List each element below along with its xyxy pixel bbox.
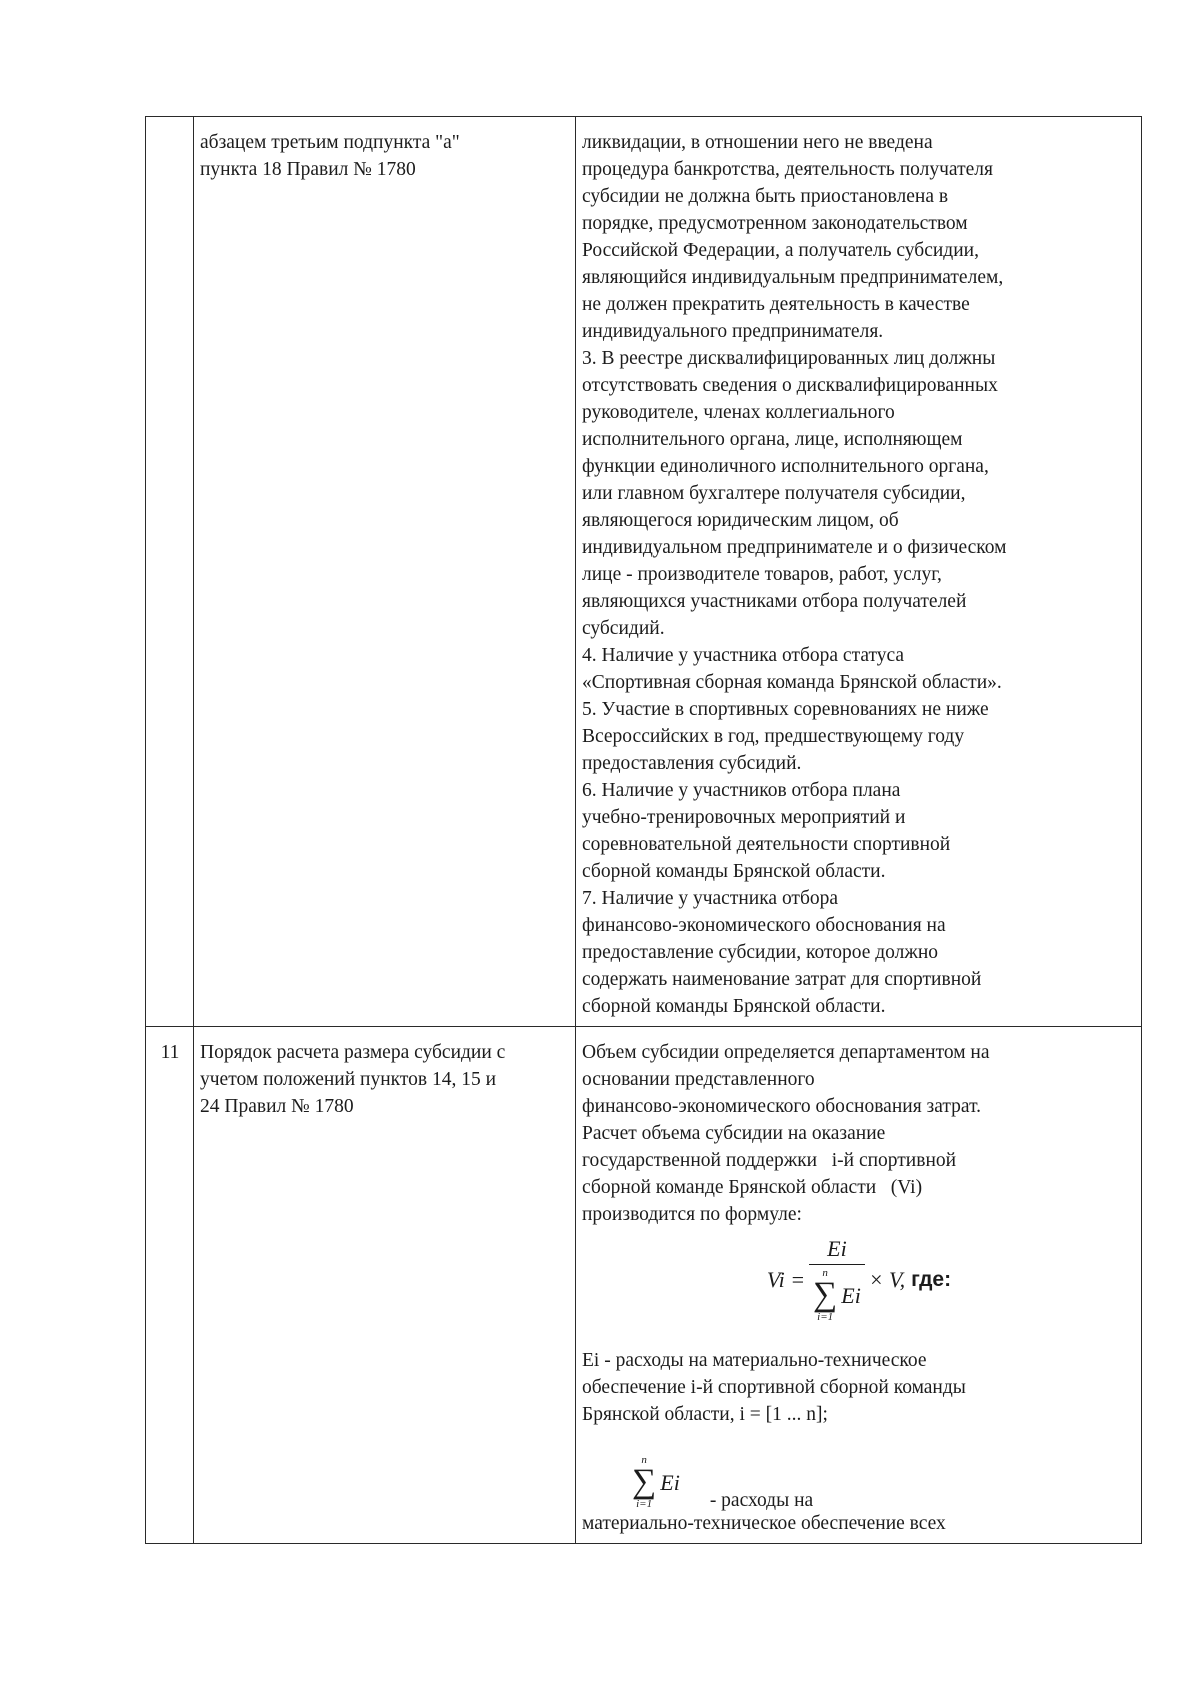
requirement-line: 7. Наличие у участника отбора — [582, 888, 839, 909]
requirement-line: порядке, предусмотренном законодательством — [582, 213, 968, 234]
subsidy-formula — [582, 1236, 1136, 1323]
requirement-line: 3. В реестре дисквалифицированных лиц должны — [582, 348, 996, 369]
ei-definition-line: Ei - расходы на материально-техническое — [582, 1350, 927, 1371]
criterion-cell — [194, 1027, 576, 1544]
sum-definition — [632, 1454, 1136, 1510]
requirement-line: финансово-экономического обоснования на — [582, 915, 946, 936]
intro-line: Расчет объема субсидии на оказание — [582, 1123, 886, 1144]
intro-line: государственной поддержки i-й спортивной — [582, 1150, 957, 1171]
intro-line: основании представленного — [582, 1069, 815, 1090]
last-line: материально-техническое обеспечение всех — [582, 1513, 946, 1534]
requirement-line: исполнительного органа, лице, исполняющем — [582, 429, 963, 450]
requirement-line: 6. Наличие у участников отбора плана — [582, 780, 901, 801]
intro-line: производится по формуле: — [582, 1204, 802, 1225]
requirement-line: «Спортивная сборная команда Брянской области». — [582, 672, 1002, 693]
requirement-line: отсутствовать сведения о дисквалифицированных — [582, 375, 998, 396]
requirement-line: являющихся участниками отбора получателей — [582, 591, 967, 612]
row-number-cell: 11 — [146, 1027, 194, 1544]
requirement-line: предоставление субсидии, которое должно — [582, 942, 939, 963]
requirement-line: являющийся индивидуальным предпринимателем, — [582, 267, 1004, 288]
formula-times: × V, — [868, 1267, 906, 1292]
ei-definition-line: обеспечение i-й спортивной сборной команды — [582, 1377, 966, 1398]
requirement-line: субсидий. — [582, 618, 665, 639]
requirement-line: руководителе, членах коллегиального — [582, 402, 895, 423]
formula-numerator: Ei — [809, 1236, 865, 1265]
table-row-11 — [146, 1027, 1142, 1544]
requirement-line: лице - производителе товаров, работ, услуг, — [582, 564, 942, 585]
ei-definition-line: Брянской области, i = [1 ... n]; — [582, 1404, 828, 1425]
sum-operator — [632, 1454, 656, 1510]
requirement-line: индивидуальном предпринимателе и о физическом — [582, 537, 1007, 558]
sum-lower-limit: i=1 — [817, 1311, 834, 1323]
formula-denominator — [813, 1265, 861, 1323]
criterion-line: абзацем третьим подпункта "а" — [200, 132, 460, 153]
requirement-line: сборной команды Брянской области. — [582, 996, 886, 1017]
requirement-cell — [576, 117, 1142, 1027]
requirement-line: не должен прекратить деятельность в качестве — [582, 294, 970, 315]
criterion-cell — [194, 117, 576, 1027]
table-row-continued — [146, 117, 1142, 1027]
sum-term: Ei — [660, 1469, 680, 1495]
calculation-cell — [576, 1027, 1142, 1544]
intro-line: финансово-экономического обоснования затрат. — [582, 1096, 981, 1117]
requirement-line: сборной команды Брянской области. — [582, 861, 886, 882]
row-number-cell — [146, 117, 194, 1027]
criterion-line: Порядок расчета размера субсидии с — [200, 1042, 506, 1063]
requirement-line: процедура банкротства, деятельность получателя — [582, 159, 993, 180]
requirement-line: предоставления субсидий. — [582, 753, 802, 774]
requirement-line: соревновательной деятельности спортивной — [582, 834, 951, 855]
requirement-line: субсидии не должна быть приостановлена в — [582, 186, 949, 207]
requirement-line: Всероссийских в год, предшествующему году — [582, 726, 965, 747]
sum-term: Ei — [841, 1282, 861, 1308]
document-table — [145, 116, 1142, 1544]
intro-line: Объем субсидии определяется департаментом на — [582, 1042, 990, 1063]
requirement-line: индивидуального предпринимателя. — [582, 321, 884, 342]
criterion-line: 24 Правил № 1780 — [200, 1096, 354, 1117]
sum-definition-text: - расходы на — [709, 1490, 814, 1511]
formula-where: где: — [911, 1268, 952, 1291]
intro-line: сборной команде Брянской области (Vi) — [582, 1177, 923, 1198]
requirement-line: ликвидации, в отношении него не введена — [582, 132, 933, 153]
sum-upper-limit: n — [822, 1267, 828, 1279]
formula-lhs: Vi = — [766, 1267, 806, 1292]
requirement-line: функции единоличного исполнительного органа, — [582, 456, 989, 477]
requirement-line: учебно-тренировочных мероприятий и — [582, 807, 906, 828]
sum-lower-limit: i=1 — [636, 1498, 653, 1510]
requirement-line: или главном бухгалтере получателя субсидии, — [582, 483, 966, 504]
sigma-symbol: ∑ — [813, 1276, 838, 1313]
requirement-line: 5. Участие в спортивных соревнованиях не ниже — [582, 699, 989, 720]
formula-fraction — [809, 1236, 865, 1323]
sum-expression — [632, 1454, 680, 1510]
sum-upper-limit: n — [641, 1454, 647, 1466]
requirement-line: 4. Наличие у участника отбора статуса — [582, 645, 905, 666]
sum-operator — [813, 1267, 837, 1323]
criterion-line: учетом положений пунктов 14, 15 и — [200, 1069, 497, 1090]
criterion-line: пункта 18 Правил № 1780 — [200, 159, 416, 180]
requirement-line: Российской Федерации, а получатель субсидии, — [582, 240, 979, 261]
sigma-symbol: ∑ — [632, 1463, 657, 1500]
requirement-line: являющегося юридическим лицом, об — [582, 510, 899, 531]
requirement-line: содержать наименование затрат для спортивной — [582, 969, 982, 990]
